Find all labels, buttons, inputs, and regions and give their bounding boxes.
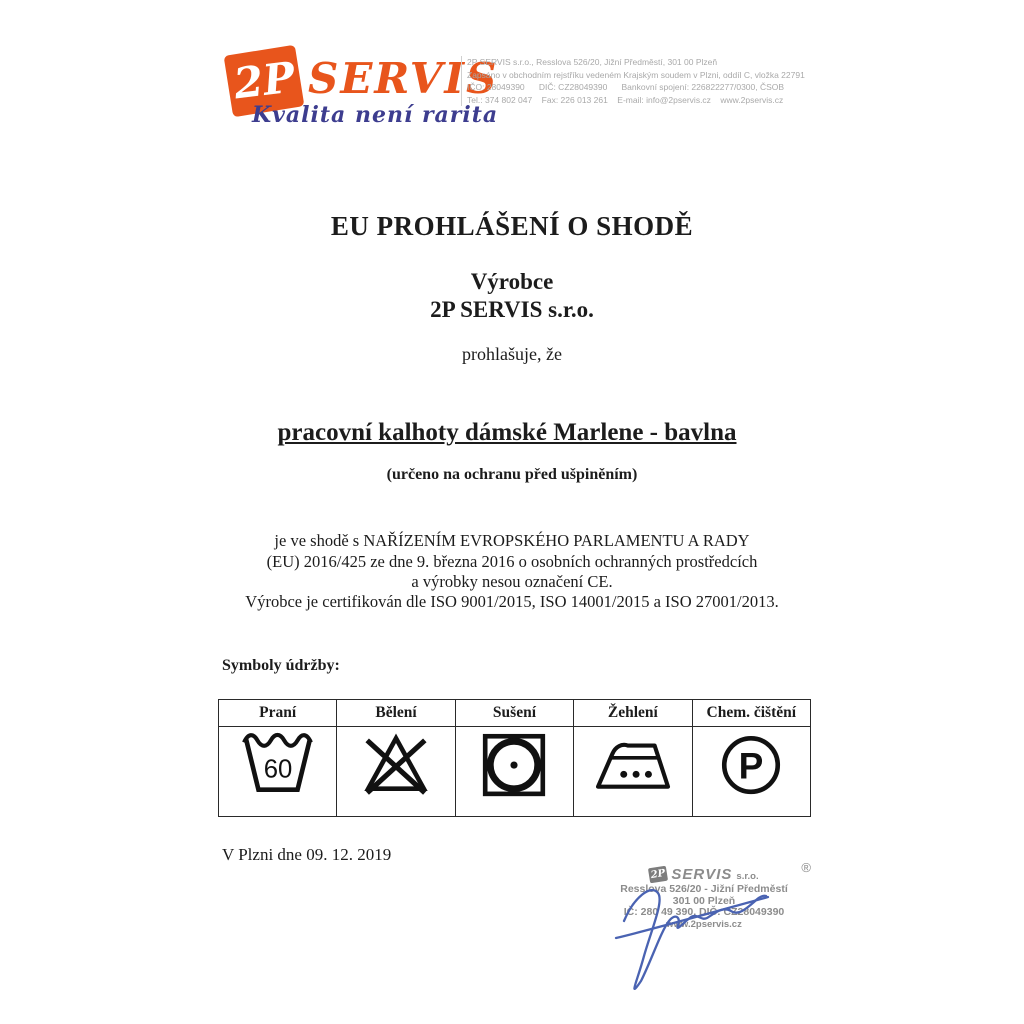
declaration-phrase: prohlašuje, že bbox=[462, 344, 562, 364]
company-stamp bbox=[583, 860, 825, 930]
iron-3-dots-icon bbox=[591, 727, 675, 799]
registered-trademark-icon: ® bbox=[801, 860, 811, 875]
company-logo bbox=[228, 48, 499, 128]
care-header-bleach: Bělení bbox=[337, 700, 455, 727]
logo-tagline: Kvalita není rarita bbox=[252, 102, 499, 128]
company-info-line: Tel.: 374 802 047 Fax: 226 013 261 E-mail: info@2pservis.cz www.2pservis.cz bbox=[467, 94, 784, 105]
letterhead-company-info bbox=[461, 56, 817, 106]
document-title: EU PROHLÁŠENÍ O SHODĚ bbox=[330, 211, 694, 241]
stamp-logo-row bbox=[583, 860, 825, 884]
place-date-line: V Plzni dne 09. 12. 2019 bbox=[222, 845, 392, 864]
stamp-2p-mark-icon: 2P bbox=[648, 865, 668, 883]
stamp-ids-line: IČ: 280 49 390, DIČ: CZ28049390 bbox=[623, 906, 785, 918]
product-name: pracovní kalhoty dámské Marlene - bavlna bbox=[277, 419, 737, 446]
wash-60-icon bbox=[236, 727, 320, 799]
do-not-bleach-icon bbox=[354, 727, 438, 799]
compliance-statement bbox=[0, 531, 1024, 593]
stamp-address-line2: 301 00 Plzeň bbox=[672, 894, 736, 907]
care-cell-iron bbox=[574, 727, 692, 817]
care-table-icons-row bbox=[219, 727, 811, 817]
care-symbols-heading: Symboly údržby: bbox=[222, 657, 340, 674]
care-cell-bleach bbox=[337, 727, 455, 817]
manufacturer-label: Výrobce bbox=[470, 269, 554, 294]
stamp-company-suffix: s.r.o. bbox=[736, 871, 759, 882]
svg-text:60: 60 bbox=[263, 755, 292, 784]
stamp-website: www.2pservis.cz bbox=[666, 918, 742, 930]
care-cell-dryclean bbox=[692, 727, 810, 817]
company-info-line: Zapsáno v obchodním rejstříku vedeném Krajským soudem v Plzni, oddíl C, vložka 22791 bbox=[467, 69, 805, 80]
tumble-dry-icon bbox=[472, 727, 556, 799]
manufacturer-name: 2P SERVIS s.r.o. bbox=[430, 297, 594, 322]
compliance-line: je ve shodě s NAŘÍZENÍM EVROPSKÉHO PARLAMENTU A RADY bbox=[274, 531, 750, 550]
company-info-line: 2P SERVIS s.r.o., Resslova 526/20, Jižní Předměstí, 301 00 Plzeň bbox=[467, 57, 718, 67]
care-header-dry: Sušení bbox=[455, 700, 573, 727]
compliance-line: (EU) 2016/425 ze dne 9. března 2016 o osobních ochranných prostředcích bbox=[266, 551, 758, 571]
company-info-line: IČO: 28049390 DIČ: CZ28049390 Bankovní spojení: 226822277/0300, ČSOB bbox=[467, 82, 785, 93]
care-table-header-row bbox=[219, 700, 811, 727]
logo-company-name: SERVIS bbox=[308, 54, 499, 103]
dry-clean-p-icon bbox=[709, 727, 793, 799]
svg-text:P: P bbox=[738, 744, 764, 787]
care-header-dryclean: Chem. čištění bbox=[692, 700, 810, 727]
care-cell-dry bbox=[455, 727, 573, 817]
care-header-iron: Žehlení bbox=[574, 700, 692, 727]
certification-statement: Výrobce je certifikován dle ISO 9001/2015, ISO 14001/2015 a ISO 27001/2013. bbox=[245, 592, 779, 611]
care-header-wash: Praní bbox=[219, 700, 337, 727]
product-note: (určeno na ochranu před ušpiněním) bbox=[386, 466, 638, 483]
stamp-company-name: SERVIS bbox=[671, 865, 733, 883]
compliance-line: a výrobky nesou označení CE. bbox=[411, 572, 613, 591]
care-cell-wash bbox=[219, 727, 337, 817]
stamp-address-line1: Resslova 526/20 - Jižní Předměstí bbox=[620, 883, 788, 895]
care-symbols-table bbox=[218, 699, 811, 817]
logo-mark-text: 2P bbox=[230, 52, 298, 109]
